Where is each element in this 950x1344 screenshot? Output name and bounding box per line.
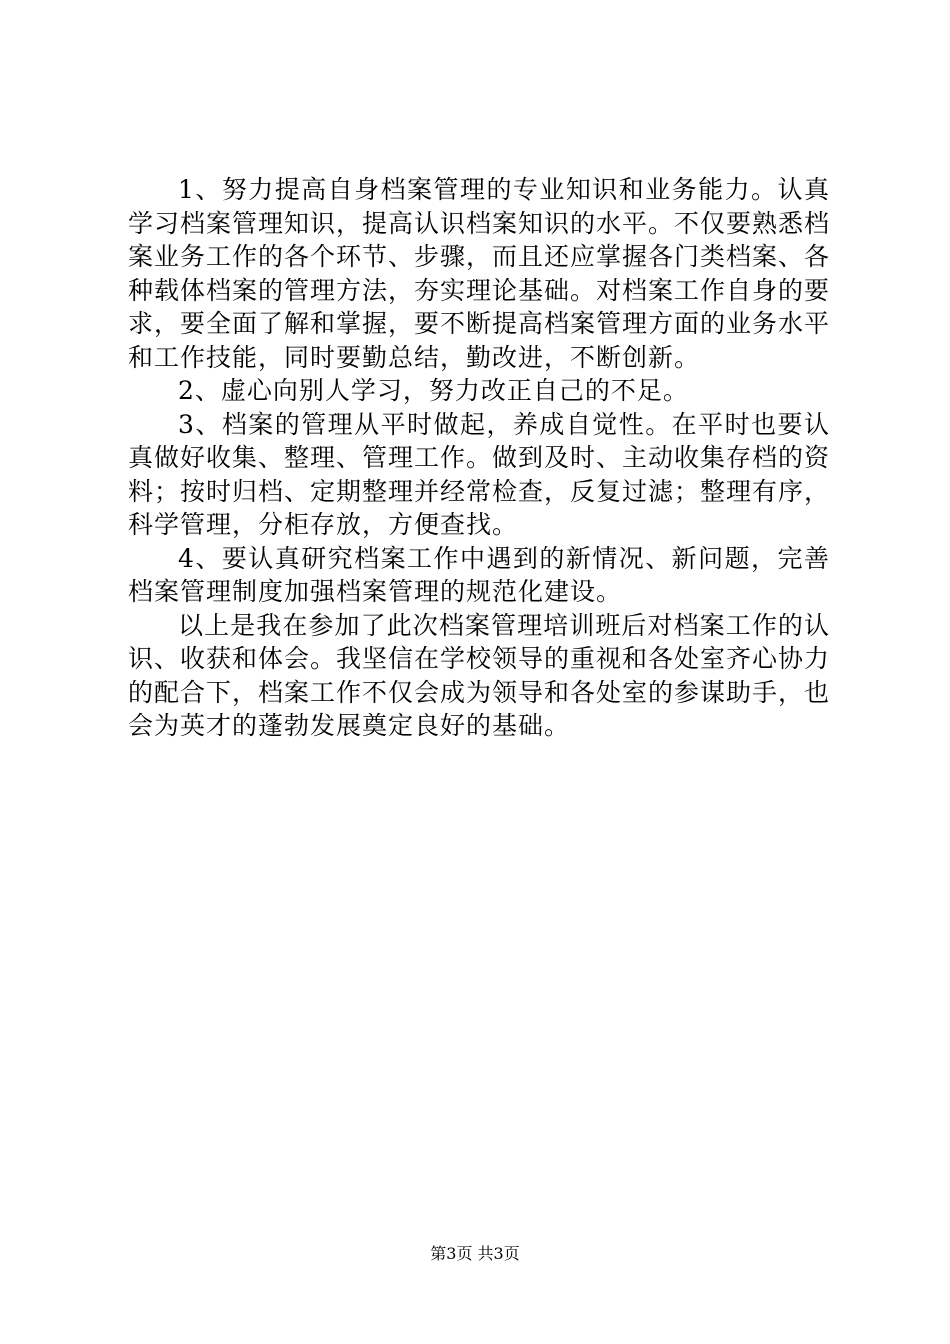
paragraph-2: 2、虚心向别人学习，努力改正自己的不足。 xyxy=(178,376,689,405)
paragraph-1: 1、努力提高自身档案管理的专业知识和业务能力。认真学习档案管理知识，提高认识档案知识的水平。不仅要熟悉档案业务工作的各个环节、步骤，而且还应掌握各门类档案、各种载体档案的管理方法，夯实理论基础。对档案工作自身的要求，要全面了解和掌握，要不断提高档案管理方面的业务水平和工作技能，同时要勤总结，勤改进，不断创新。 xyxy=(128,175,831,372)
page-footer: 第3页 共3页 xyxy=(430,1244,520,1263)
paragraph-4: 4、要认真研究档案工作中遇到的新情况、新问题，完善档案管理制度加强档案管理的规范化建设。 xyxy=(128,543,830,606)
document-body xyxy=(128,173,830,743)
paragraph-5: 以上是我在参加了此次档案管理培训班后对档案工作的认识、收获和体会。我坚信在学校领导的重视和各处室齐心协力的配合下，档案工作不仅会成为领导和各处室的参谋助手，也会为英才的蓬勃发展奠定良好的基础。 xyxy=(128,610,831,740)
paragraph-3: 3、档案的管理从平时做起，养成自觉性。在平时也要认真做好收集、整理、管理工作。做到及时、主动收集存档的资料；按时归档、定期整理并经常检查，反复过滤；整理有序，科学管理，分柜存放，方便查找。 xyxy=(128,409,831,539)
